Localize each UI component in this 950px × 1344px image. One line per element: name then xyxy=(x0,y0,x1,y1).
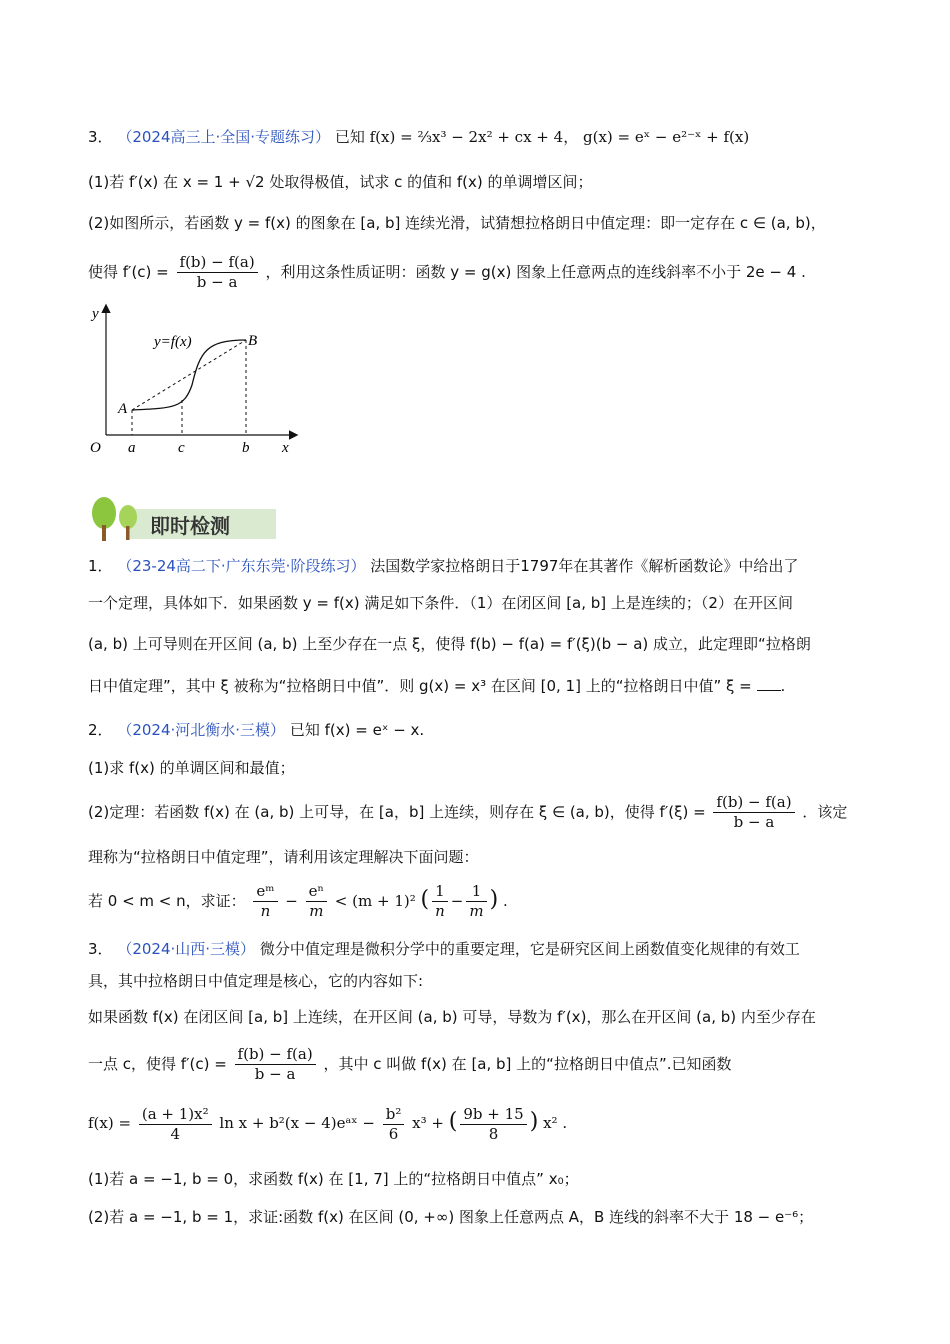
problem-number: 1． xyxy=(88,557,113,575)
text: ，其中 c 叫做 f(x) 在 [a, b] 上的“拉格朗日中值点”.已知函数 xyxy=(323,1055,732,1073)
problem3-part2-line1: (2)如图所示，若函数 y = f(x) 的图象在 [a, b] 连续光滑，试猜想拉格朗日中值定理：即一定存在 c ∈ (a, b)， xyxy=(88,214,826,232)
curve-label: y=f(x) xyxy=(154,334,192,350)
q1-line4 xyxy=(88,675,890,697)
q2-part2 xyxy=(88,792,890,832)
fraction-denominator: 6 xyxy=(388,1124,399,1143)
fraction-numerator: 9b + 15 xyxy=(460,1105,526,1125)
fraction-numerator: eᵐ xyxy=(253,882,277,902)
text: 使得 f′(c) = xyxy=(88,263,169,281)
tree-trunk xyxy=(102,525,106,541)
fraction-numerator: (a + 1)x² xyxy=(139,1105,212,1125)
fraction xyxy=(139,1105,212,1144)
fraction-numerator: b² xyxy=(383,1105,405,1125)
fraction xyxy=(466,882,486,921)
q2-stem xyxy=(88,719,890,741)
tree-icon xyxy=(92,497,116,529)
right-paren: ) xyxy=(489,887,499,912)
text: 若 0 < m < n，求证： xyxy=(88,892,246,910)
mean-value-figure xyxy=(84,300,304,465)
text: 一点 c，使得 f′(c) = xyxy=(88,1055,227,1073)
q3-part2: (2)若 a = −1, b = 1，求证:函数 f(x) 在区间 (0, +∞) 图象上任意两点 A，B 连线的斜率不大于 18 − e⁻⁶； xyxy=(88,1208,814,1226)
fraction-numerator: f(b) − f(a) xyxy=(177,253,258,273)
text: . xyxy=(502,892,508,910)
fraction-denominator: n xyxy=(260,902,271,920)
tree-icon xyxy=(119,505,137,529)
text: (2)定理：若函数 f(x) 在 (a, b) 上可导，在 [a，b] 上连续，则存在 ξ ∈ (a, b)，使得 f′(ξ) = xyxy=(88,803,706,821)
fraction-numerator: f(b) − f(a) xyxy=(235,1045,316,1065)
q1-line2: 一个定理，具体如下．如果函数 y = f(x) 满足如下条件．（1）在闭区间 [a, b] 上是连续的；（2）在开区间 xyxy=(88,594,793,612)
tree-trunk xyxy=(126,526,130,540)
text: ，利用这条性质证明：函数 y = g(x) 图象上任意两点的连线斜率不小于 2e − 4 . xyxy=(265,263,806,281)
fraction xyxy=(306,882,327,921)
text: < (m + 1)² xyxy=(334,892,416,910)
fraction-denominator: 8 xyxy=(488,1124,499,1143)
banner-title: 即时检测 xyxy=(150,514,230,538)
problem-source: （2024·河北衡水·三模） xyxy=(117,721,286,739)
problem-source: （2024·山西·三模） xyxy=(117,940,256,958)
text: f(x) = xyxy=(88,1114,132,1132)
left-paren: ( xyxy=(420,887,430,912)
text: 日中值定理”，其中 ξ 被称为“拉格朗日中值”．则 g(x) = x³ 在区间 [0, 1] 上的“拉格朗日中值” ξ = xyxy=(88,677,752,695)
fraction-denominator: b − a xyxy=(733,813,775,831)
fraction xyxy=(432,882,448,921)
comma: ， xyxy=(563,128,579,146)
fraction-denominator: m xyxy=(469,902,484,920)
minus: − xyxy=(450,892,464,910)
left-paren: ( xyxy=(448,1109,458,1134)
problem-number: 2． xyxy=(88,721,113,739)
fraction xyxy=(253,882,277,921)
fraction-numerator: eⁿ xyxy=(306,882,327,902)
fraction xyxy=(460,1105,526,1144)
origin-label: O xyxy=(90,440,101,456)
x-axis-label: x xyxy=(282,440,289,456)
y-axis-label: y xyxy=(92,306,99,322)
tick-a: a xyxy=(128,440,136,456)
fraction-numerator: 1 xyxy=(466,882,486,902)
fraction-denominator: 4 xyxy=(170,1124,180,1143)
point-b-label: B xyxy=(248,333,258,349)
text: 已知 f(x) = eˣ − x. xyxy=(289,721,425,739)
text: ．该定 xyxy=(802,803,848,821)
fraction xyxy=(383,1105,405,1144)
text: − xyxy=(285,892,298,910)
fraction-denominator: b − a xyxy=(196,273,238,291)
q3-line2: 具，其中拉格朗日中值定理是核心，它的内容如下: xyxy=(88,972,424,990)
known-text: 已知 xyxy=(334,128,365,146)
answer-blank[interactable] xyxy=(757,676,781,691)
q1-line3: (a, b) 上可导则在开区间 (a, b) 上至少存在一点 ξ，使得 f(b) − f(a) = f′(ξ)(b − a) 成立，此定理即“拉格朗 xyxy=(88,635,811,653)
q3-line4 xyxy=(88,1042,890,1086)
fraction xyxy=(177,253,258,292)
problem3-part2-line2 xyxy=(88,252,890,292)
fraction xyxy=(713,793,794,832)
q2-part1: (1)求 f(x) 的单调区间和最值； xyxy=(88,759,295,777)
fraction-denominator: b − a xyxy=(254,1065,296,1083)
right-paren: ) xyxy=(529,1109,539,1134)
problem3-part1: (1)若 f′(x) 在 x = 1 + √2 处取得极值，试求 c 的值和 f(x) 的单调增区间； xyxy=(88,173,593,191)
q3-line1 xyxy=(88,938,890,960)
fraction-numerator: 1 xyxy=(432,882,448,902)
problem-number: 3． xyxy=(88,940,113,958)
text: x² . xyxy=(543,1114,568,1132)
tick-c: c xyxy=(178,440,185,456)
q3-part1: (1)若 a = −1, b = 0，求函数 f(x) 在 [1, 7] 上的“拉格朗日中值点” x₀； xyxy=(88,1170,579,1188)
g-definition: g(x) = eˣ − e²⁻ˣ + f(x) xyxy=(583,128,750,146)
text: . xyxy=(780,677,786,695)
tick-b: b xyxy=(242,440,250,456)
q3-line3: 如果函数 f(x) 在闭区间 [a, b] 上连续，在开区间 (a, b) 可导，导数为 f′(x)，那么在开区间 (a, b) 内至少存在 xyxy=(88,1008,816,1026)
q2-prove xyxy=(88,878,890,923)
secant-line xyxy=(132,340,246,410)
q2-part2-line2: 理称为“拉格朗日中值定理”，请利用该定理解决下面问题： xyxy=(88,848,479,866)
q3-function xyxy=(88,1100,890,1145)
problem-source: （23-24高二下·广东东莞·阶段练习） xyxy=(117,557,366,575)
text: x³ + xyxy=(412,1114,444,1132)
point-a-label: A xyxy=(118,401,128,417)
q1-line1 xyxy=(88,555,890,577)
fraction-denominator: n xyxy=(435,902,445,920)
text: ln x + b²(x − 4)eᵃˣ − xyxy=(219,1114,375,1132)
fraction-denominator: m xyxy=(309,902,324,920)
problem-source: （2024高三上·全国·专题练习） xyxy=(117,128,331,146)
text: 微分中值定理是微积分学中的重要定理，它是研究区间上函数值变化规律的有效工 xyxy=(259,940,800,958)
fraction-numerator: f(b) − f(a) xyxy=(713,793,794,813)
f-definition: f(x) = ⅔x³ − 2x² + cx + 4 xyxy=(369,128,564,146)
problem-number: 3． xyxy=(88,128,113,146)
fraction xyxy=(235,1045,316,1084)
problem3-stem xyxy=(88,126,890,148)
text: 法国数学家拉格朗日于1797年在其著作《解析函数论》中给出了 xyxy=(370,557,799,575)
section-banner xyxy=(88,495,278,545)
